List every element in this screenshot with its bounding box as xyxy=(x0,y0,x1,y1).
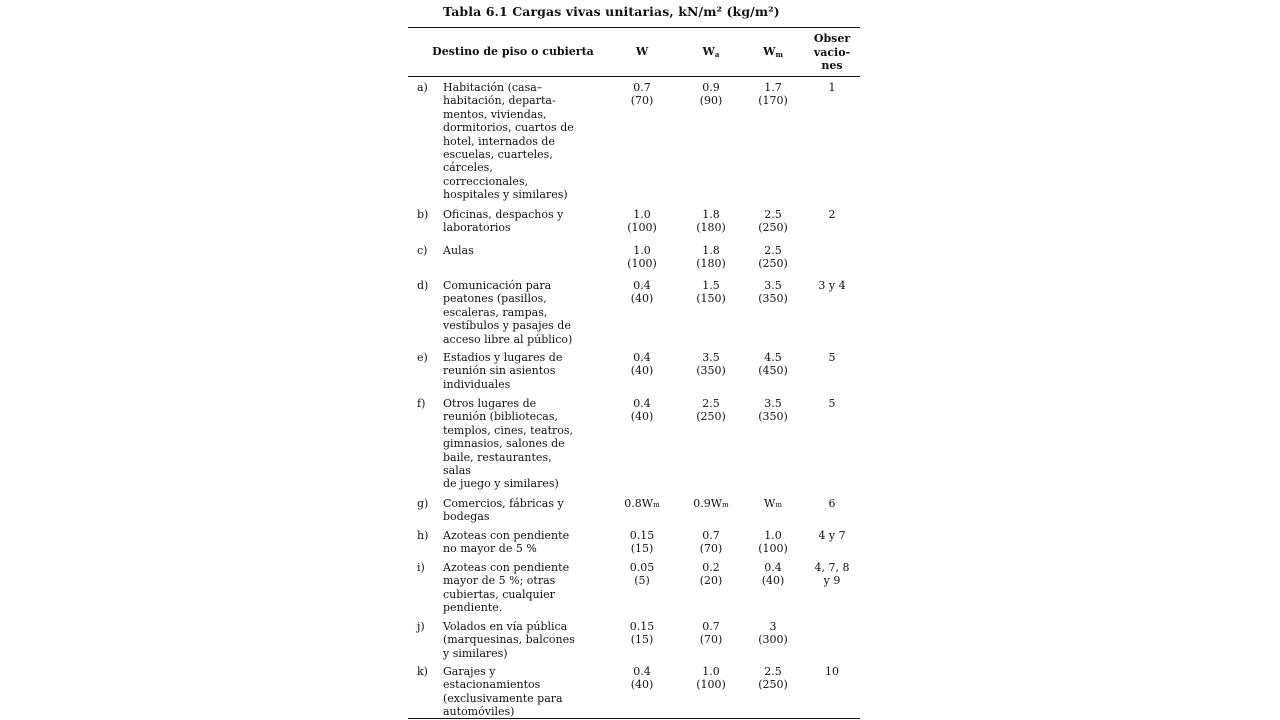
cell-wm: 3.5 (350) xyxy=(758,397,788,424)
cell-w: 1.0 (100) xyxy=(627,208,657,235)
cell-observaciones: 5 xyxy=(828,351,836,364)
cell-w: 0.4 (40) xyxy=(630,279,654,306)
cell-w-base: 0.8W xyxy=(624,497,654,510)
row-label: i) xyxy=(417,561,425,574)
row-label: e) xyxy=(417,351,428,364)
header-destino: Destino de piso o cubierta xyxy=(432,45,594,58)
cell-wm: 0.4 (40) xyxy=(761,561,785,588)
cell-w xyxy=(614,497,670,512)
cell-wa: 1.8 (180) xyxy=(696,208,726,235)
table-title: Tabla 6.1 Cargas vivas unitarias, kN/m² (kg/m²) xyxy=(443,4,780,19)
row-description: Volados en vía pública (marquesinas, balcones y similares) xyxy=(443,620,575,660)
cell-wa: 0.9 (90) xyxy=(699,81,723,108)
cell-wa-base: 0.9W xyxy=(693,497,723,510)
header-wa-base: W xyxy=(702,45,715,58)
cell-wa-subscript: m xyxy=(722,501,729,509)
row-label: d) xyxy=(417,279,429,292)
row-label: j) xyxy=(417,620,425,633)
row-description: Azoteas con pendiente mayor de 5 %; otras cubiertas, cualquier pendiente. xyxy=(443,561,570,615)
cell-wa: 1.0 (100) xyxy=(696,665,726,692)
cell-observaciones: 4, 7, 8 y 9 xyxy=(814,561,850,588)
document-page xyxy=(408,0,860,720)
row-label: f) xyxy=(417,397,426,410)
cell-observaciones: 1 xyxy=(828,81,836,94)
row-description: Estadios y lugares de reunión sin asientos individuales xyxy=(443,351,563,391)
cell-wm: 2.5 (250) xyxy=(758,665,788,692)
header-wa-subscript: a xyxy=(714,50,720,59)
row-label: h) xyxy=(417,529,429,542)
header-observaciones: Obser vacio- nes xyxy=(813,32,851,72)
bottom-rule xyxy=(408,718,860,719)
header-wa xyxy=(683,45,739,59)
cell-wm xyxy=(745,497,801,512)
cell-wm: 1.7 (170) xyxy=(758,81,788,108)
cell-w: 0.05 (5) xyxy=(629,561,655,588)
header-wm xyxy=(745,45,801,59)
top-rule xyxy=(408,27,860,28)
row-description: Oficinas, despachos y laboratorios xyxy=(443,208,564,235)
cell-observaciones: 4 y 7 xyxy=(818,529,846,542)
row-description: Habitación (casa– habitación, departa- mentos, viviendas, dormitorios, cuartos de hotel, internados de escuelas, cuarteles, cárceles, correccionales, hospitales y similares) xyxy=(443,81,574,202)
cell-observaciones: 2 xyxy=(828,208,836,221)
row-label: k) xyxy=(417,665,428,678)
cell-wm: 3 (300) xyxy=(758,620,788,647)
row-description: Comercios, fábricas y bodegas xyxy=(443,497,564,524)
cell-observaciones: 3 y 4 xyxy=(818,279,846,292)
cell-w: 0.4 (40) xyxy=(630,351,654,378)
cell-w: 0.4 (40) xyxy=(630,665,654,692)
row-description: Garajes y estacionamientos (exclusivamente para automóviles) xyxy=(443,665,563,719)
header-w: W xyxy=(635,45,649,58)
cell-w: 0.15 (15) xyxy=(629,529,655,556)
row-description: Azoteas con pendiente no mayor de 5 % xyxy=(443,529,570,556)
header-rule xyxy=(408,76,860,77)
row-description: Otros lugares de reunión (bibliotecas, templos, cines, teatros, gimnasios, salones de baile, restaurantes, salas de juego y similares) xyxy=(443,397,574,491)
cell-w: 0.15 (15) xyxy=(629,620,655,647)
header-wm-base: W xyxy=(763,45,776,58)
row-description: Comunicación para peatones (pasillos, escaleras, rampas, vestíbulos y pasajes de acceso libre al público) xyxy=(443,279,573,346)
cell-wa: 0.2 (20) xyxy=(699,561,723,588)
cell-wm: 2.5 (250) xyxy=(758,244,788,271)
row-description: Aulas xyxy=(443,244,474,257)
cell-wa xyxy=(683,497,739,512)
cell-w: 0.4 (40) xyxy=(630,397,654,424)
row-label: a) xyxy=(417,81,428,94)
cell-wm: 4.5 (450) xyxy=(758,351,788,378)
cell-wm-base: W xyxy=(764,497,776,510)
cell-wm: 2.5 (250) xyxy=(758,208,788,235)
header-wm-subscript: m xyxy=(775,50,783,59)
cell-wa: 0.7 (70) xyxy=(699,529,723,556)
cell-observaciones: 5 xyxy=(828,397,836,410)
cell-wa: 0.7 (70) xyxy=(699,620,723,647)
cell-w: 0.7 (70) xyxy=(630,81,654,108)
cell-wm-subscript: m xyxy=(775,501,782,509)
cell-observaciones: 6 xyxy=(828,497,836,510)
row-label: g) xyxy=(417,497,429,510)
row-label: c) xyxy=(417,244,428,257)
cell-w-subscript: m xyxy=(653,501,660,509)
cell-wa: 2.5 (250) xyxy=(696,397,726,424)
row-label: b) xyxy=(417,208,429,221)
cell-wa: 1.5 (150) xyxy=(696,279,726,306)
cell-wa: 1.8 (180) xyxy=(696,244,726,271)
cell-wa: 3.5 (350) xyxy=(696,351,726,378)
cell-wm: 3.5 (350) xyxy=(758,279,788,306)
cell-wm: 1.0 (100) xyxy=(758,529,788,556)
cell-w: 1.0 (100) xyxy=(627,244,657,271)
cell-observaciones: 10 xyxy=(825,665,839,678)
